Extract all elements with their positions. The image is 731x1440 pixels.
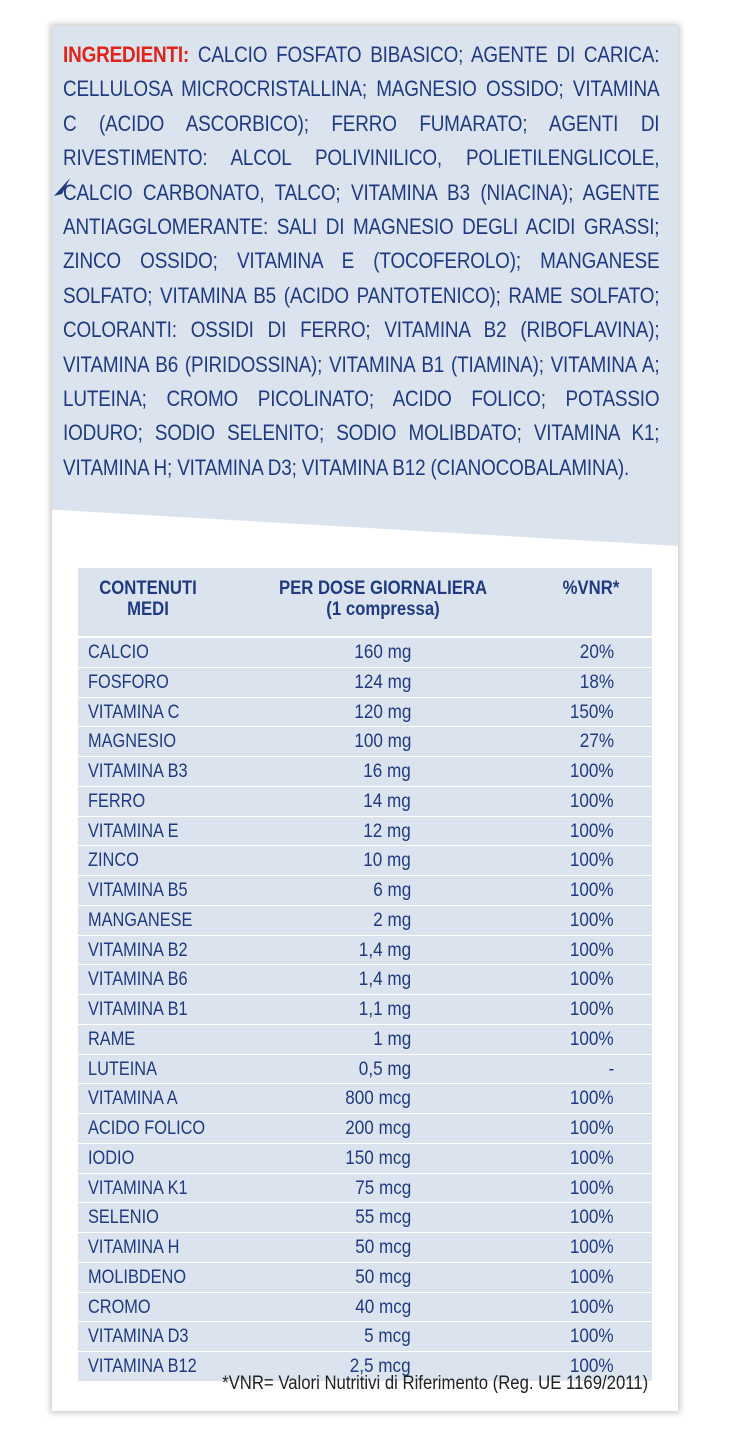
nutrient-vnr: 100% (570, 1356, 614, 1377)
header-contenuti-line2: MEDI (127, 599, 169, 620)
nutrient-name: VITAMINA K1 (88, 1177, 188, 1199)
table-row (78, 787, 652, 817)
nutrient-vnr: 100% (570, 790, 614, 812)
nutrient-dose: 200 mcg (345, 1118, 411, 1139)
nutrient-name: VITAMINA B1 (88, 999, 188, 1020)
table-row (78, 1055, 652, 1085)
nutrient-vnr: 100% (570, 1177, 614, 1199)
nutrient-name: SELENIO (88, 1207, 159, 1229)
nutrient-dose: 150 mcg (345, 1147, 411, 1169)
nutrient-dose: 50 mcg (354, 1237, 411, 1258)
header-dose-line1: PER DOSE GIORNALIERA (278, 578, 488, 599)
table-row (78, 727, 652, 757)
header-dose-line2: (1 compressa) (326, 599, 440, 620)
nutrient-dose: 1,1 mg (358, 999, 411, 1020)
table-row (78, 698, 652, 728)
table-row (78, 936, 652, 966)
table-row (78, 1144, 652, 1174)
nutrient-name: VITAMINA H (88, 1237, 180, 1258)
nutrient-dose: 6 mg (372, 880, 411, 901)
table-row (78, 965, 652, 995)
table-body (78, 638, 652, 1381)
table-header (78, 568, 652, 638)
table-row (78, 1114, 652, 1144)
nutrient-dose: 14 mg (363, 790, 411, 812)
nutrient-name: CALCIO (88, 642, 149, 663)
nutrient-dose: 800 mcg (345, 1088, 411, 1110)
table-row (78, 638, 652, 668)
nutrient-vnr: 100% (570, 820, 614, 842)
nutrient-name: ZINCO (88, 850, 139, 872)
nutrient-dose: 100 mg (353, 731, 411, 753)
nutrient-name: VITAMINA D3 (88, 1326, 189, 1348)
nutrient-name: VITAMINA B2 (88, 939, 188, 961)
nutrient-name: RAME (88, 1028, 136, 1050)
table-row (78, 817, 652, 847)
nutrient-dose: 2,5 mcg (350, 1356, 411, 1377)
table-row (78, 1293, 652, 1323)
nutrient-dose: 1,4 mg (358, 939, 411, 961)
nutrient-dose: 1,4 mg (358, 969, 411, 991)
nutrient-vnr: 20% (579, 642, 614, 663)
ingredients-label: INGREDIENTI: (63, 42, 190, 67)
table-row (78, 995, 652, 1025)
nutrient-vnr: 100% (570, 761, 614, 782)
table-row (78, 1203, 652, 1233)
nutrient-name: MAGNESIO (88, 731, 177, 753)
nutrient-vnr: 100% (570, 999, 614, 1020)
nutrient-vnr: 100% (570, 850, 614, 872)
nutrient-dose: 75 mcg (354, 1177, 411, 1199)
label-card (52, 26, 678, 1411)
nutrient-dose: 12 mg (363, 820, 411, 842)
nutrient-name: VITAMINA A (88, 1088, 178, 1110)
table-row (78, 1025, 652, 1055)
nutrient-vnr: 100% (570, 1147, 614, 1169)
nutrient-vnr: 100% (570, 1296, 614, 1318)
nutrient-vnr: 100% (570, 880, 614, 901)
ingredients-text (63, 38, 659, 485)
nutrient-vnr: 150% (570, 701, 614, 723)
nutrient-dose: 16 mg (363, 761, 411, 782)
nutrient-name: FOSFORO (88, 671, 169, 693)
nutrient-dose: 2 mg (372, 909, 411, 931)
nutrient-name: MANGANESE (88, 909, 193, 931)
nutrient-vnr: 100% (570, 969, 614, 991)
footnote: *VNR= Valori Nutritivi di Riferimento (Reg. UE 1169/2011) (221, 1373, 648, 1394)
nutrient-name: VITAMINA B6 (88, 969, 188, 991)
nutrient-vnr: - (608, 1058, 614, 1080)
nutrient-dose: 40 mcg (354, 1296, 411, 1318)
nutrient-name: VITAMINA E (88, 820, 179, 842)
nutrient-name: MOLIBDENO (88, 1266, 187, 1288)
nutrient-vnr: 100% (570, 1207, 614, 1229)
table-row (78, 668, 652, 698)
table-row (78, 757, 652, 787)
nutrient-dose: 10 mg (363, 850, 411, 872)
nutrient-dose: 5 mcg (364, 1326, 411, 1348)
table-row (78, 1322, 652, 1352)
nutrient-dose: 160 mg (353, 642, 411, 663)
nutrient-name: VITAMINA B12 (88, 1356, 197, 1377)
nutrient-name: LUTEINA (88, 1058, 158, 1080)
table-row (78, 1263, 652, 1293)
nutrient-dose: 55 mcg (354, 1207, 411, 1229)
nutrient-vnr: 100% (570, 1088, 614, 1110)
table-row (78, 1174, 652, 1204)
nutrient-name: IODIO (88, 1147, 135, 1169)
nutrient-name: CROMO (88, 1296, 151, 1318)
nutrient-dose: 1 mg (372, 1028, 411, 1050)
header-contenuti-line1: CONTENUTI (99, 578, 197, 599)
nutrient-vnr: 100% (570, 1028, 614, 1050)
table-row (78, 846, 652, 876)
header-vnr: %VNR* (562, 578, 620, 599)
nutrient-dose: 120 mg (353, 701, 411, 723)
nutrient-vnr: 18% (579, 671, 614, 693)
nutrient-vnr: 100% (570, 909, 614, 931)
nutrition-table (78, 568, 652, 1381)
nutrient-vnr: 27% (579, 731, 614, 753)
table-row (78, 876, 652, 906)
nutrient-vnr: 100% (570, 939, 614, 961)
header-contenuti (95, 578, 201, 620)
table-row (78, 1084, 652, 1114)
nutrient-dose: 124 mg (353, 671, 411, 693)
nutrient-vnr: 100% (570, 1326, 614, 1348)
nutrient-dose: 50 mcg (354, 1266, 411, 1288)
nutrient-name: VITAMINA C (88, 701, 180, 723)
table-row (78, 906, 652, 936)
nutrient-vnr: 100% (570, 1237, 614, 1258)
nutrient-dose: 0,5 mg (358, 1058, 411, 1080)
nutrient-vnr: 100% (570, 1118, 614, 1139)
nutrient-name: VITAMINA B3 (88, 761, 188, 782)
table-row (78, 1233, 652, 1263)
ingredients-list: CALCIO FOSFATO BIBASICO; AGENTE DI CARICA: CELLULOSA MICROCRISTALLINA; MAGNESIO OSSIDO; VITAMINA C (ACIDO ASCORBICO); FERRO FUMARATO; AGENTI DI RIVESTIMENTO: ALCOL POLIVINILICO, POLIETILENGLICOLE, CALCIO CARBONATO, TALCO; VITAMINA B3 (NIACINA); AGENTE ANTIAGGLOMERANTE: SALI DI MAGNESIO DEGLI ACIDI GRASSI; ZINCO OSSIDO; VITAMINA E (TOCOFEROLO); MANGANESE SOLFATO; VITAMINA B5 (ACIDO PANTOTENICO); RAME SOLFATO; COLORANTI: OSSIDI DI FERRO; VITAMINA B2 (RIBOFLAVINA); VITAMINA B6 (PIRIDOSSINA); VITAMINA B1 (TIAMINA); VITAMINA A; LUTEINA; CROMO PICOLINATO; ACIDO FOLICO; POTASSIO IODURO; SODIO SELENITO; SODIO MOLIBDATO; VITAMINA K1; VITAMINA H; VITAMINA D3; VITAMINA B12 (CIANOCOBALAMINA). (63, 42, 660, 480)
header-dose (273, 578, 493, 620)
nutrient-name: VITAMINA B5 (88, 880, 188, 901)
nutrient-name: ACIDO FOLICO (88, 1118, 206, 1139)
nutrient-name: FERRO (88, 790, 146, 812)
nutrient-vnr: 100% (570, 1266, 614, 1288)
